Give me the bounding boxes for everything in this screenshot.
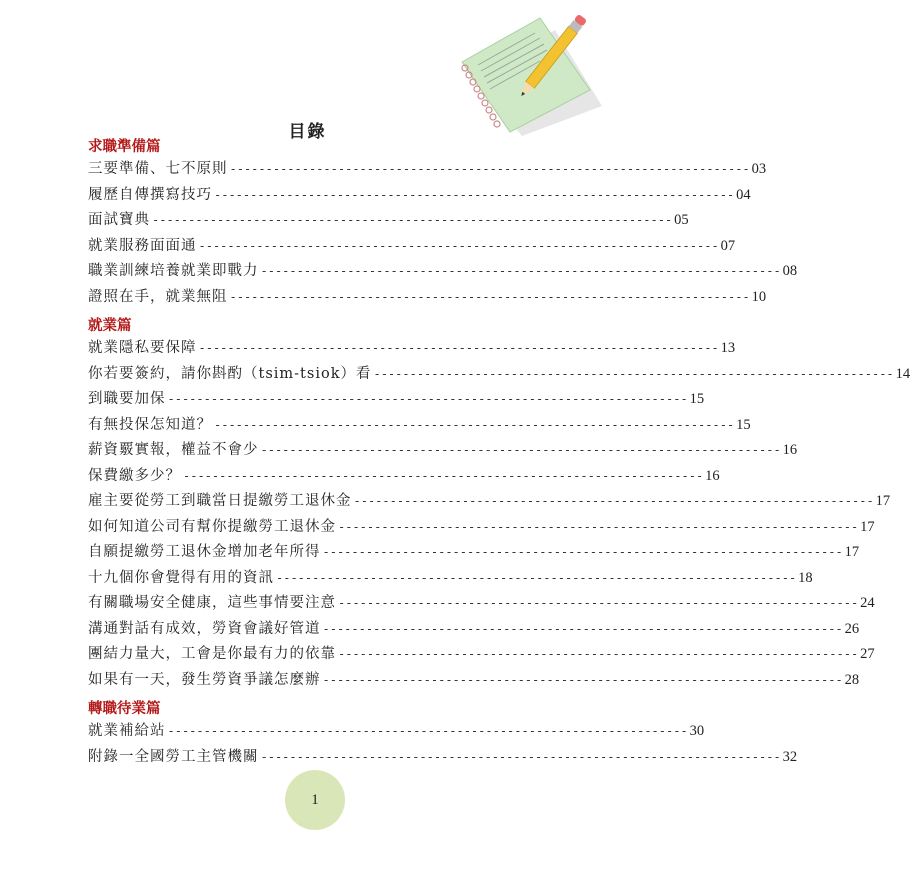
toc-entry-page: 05: [674, 212, 689, 228]
toc-leader: ------------------------------------------------------------------------: [183, 468, 704, 483]
toc-entry[interactable]: [88, 515, 875, 541]
toc-entry-page: 07: [720, 237, 736, 254]
toc-leader: ------------------------------------------------------------------------: [260, 264, 781, 278]
section-heading: 轉職待業篇: [88, 700, 161, 717]
toc-entry-label: 到職要加保: [88, 391, 166, 407]
toc-entry-label: 薪資覈實報，權益不會少: [88, 442, 259, 458]
toc-entry[interactable]: [88, 336, 736, 362]
toc-leader: ------------------------------------------------------------------------: [214, 187, 735, 202]
toc-entry[interactable]: [88, 566, 813, 592]
toc-entry[interactable]: [88, 157, 767, 183]
toc-entry[interactable]: [88, 413, 751, 439]
toc-leader: ------------------------------------------------------------------------: [260, 443, 781, 457]
toc-entry-page: 10: [751, 288, 767, 305]
toc-entry-label: 保費繳多少？: [88, 467, 181, 484]
toc-entry[interactable]: [88, 745, 798, 771]
toc-entry-page: 16: [782, 442, 798, 458]
toc-entry-label: 三要準備、七不原則: [88, 161, 228, 177]
toc-entry-label: 面試寶典: [88, 212, 150, 228]
toc-entry[interactable]: [88, 617, 860, 643]
toc-leader: ------------------------------------------------------------------------: [214, 417, 735, 432]
page-number: [285, 770, 345, 830]
toc-leader: ------------------------------------------------------------------------: [322, 672, 843, 687]
toc-leader: ------------------------------------------------------------------------: [322, 621, 843, 636]
toc-leader: ------------------------------------------------------------------------: [229, 289, 750, 304]
toc-entry[interactable]: [88, 464, 720, 490]
toc-entry-label: 你若要簽約，請你斟酌（tsim-tsiok）看: [88, 365, 372, 382]
toc-entry-label: 如何知道公司有幫你提繳勞工退休金: [88, 518, 336, 535]
toc-leader: ------------------------------------------------------------------------: [167, 724, 688, 738]
toc-entry[interactable]: [88, 540, 860, 566]
toc-entry-label: 就業隱私要保障: [88, 340, 197, 356]
toc-entry-page: 17: [860, 518, 875, 535]
toc-entry[interactable]: [88, 642, 875, 668]
toc-entry[interactable]: [88, 362, 910, 388]
toc-entry[interactable]: [88, 208, 689, 234]
toc-entry-page: 03: [751, 161, 767, 177]
toc-leader: ------------------------------------------------------------------------: [198, 238, 719, 253]
toc-entry[interactable]: [88, 719, 705, 745]
toc-entry-label: 有無投保怎知道？: [88, 416, 212, 433]
toc-entry[interactable]: [88, 489, 891, 515]
page-number-text: 1: [311, 791, 319, 808]
toc-entry-label: 就業補給站: [88, 723, 166, 739]
toc-entry[interactable]: [88, 285, 767, 311]
toc-entry-label: 雇主要從勞工到職當日提繳勞工退休金: [88, 493, 352, 509]
section-heading: 就業篇: [88, 317, 132, 334]
toc-entry-label: 有關職場安全健康，這些事情要注意: [88, 595, 336, 611]
toc-leader: ------------------------------------------------------------------------: [152, 213, 673, 227]
toc-entry-label: 就業服務面面通: [88, 237, 197, 254]
toc-leader: ------------------------------------------------------------------------: [167, 392, 688, 406]
toc-entry-page: 08: [782, 263, 798, 279]
toc-entry-label: 十九個你會覺得有用的資訊: [88, 569, 274, 586]
toc-entry-page: 15: [689, 391, 705, 407]
toc-entry-page: 26: [844, 620, 860, 637]
toc-entry-page: 32: [782, 748, 798, 765]
page-title: 目錄: [288, 122, 327, 142]
toc-entry-page: 18: [798, 569, 813, 586]
table-of-contents: [88, 137, 910, 770]
toc-entry-label: 證照在手，就業無阻: [88, 288, 228, 305]
toc-entry-label: 自願提繳勞工退休金增加老年所得: [88, 544, 321, 560]
toc-entry-page: 17: [844, 544, 860, 560]
toc-leader: ------------------------------------------------------------------------: [373, 366, 894, 381]
toc-entry-label: 團結力量大，工會是你最有力的依靠: [88, 646, 336, 662]
toc-entry[interactable]: [88, 668, 860, 694]
toc-leader: ------------------------------------------------------------------------: [338, 596, 859, 610]
toc-entry-page: 17: [875, 493, 891, 509]
toc-entry-label: 附錄一全國勞工主管機關: [88, 748, 259, 765]
toc-entry-page: 14: [895, 365, 910, 382]
toc-leader: ------------------------------------------------------------------------: [322, 545, 843, 559]
toc-entry[interactable]: [88, 259, 798, 285]
toc-entry-page: 24: [860, 595, 875, 611]
toc-entry-page: 13: [720, 340, 736, 356]
toc-leader: ------------------------------------------------------------------------: [260, 749, 781, 764]
toc-leader: ------------------------------------------------------------------------: [338, 519, 859, 534]
toc-entry-label: 如果有一天，發生勞資爭議怎麼辦: [88, 671, 321, 688]
toc-entry[interactable]: [88, 183, 751, 209]
toc-leader: ------------------------------------------------------------------------: [276, 570, 797, 585]
toc-entry-page: 15: [736, 416, 751, 433]
toc-leader: ------------------------------------------------------------------------: [198, 341, 719, 355]
toc-leader: ------------------------------------------------------------------------: [353, 494, 874, 508]
toc-entry-page: 30: [689, 723, 705, 739]
toc-entry-page: 16: [705, 467, 720, 484]
toc-entry[interactable]: [88, 387, 705, 413]
toc-entry[interactable]: [88, 438, 798, 464]
toc-leader: ------------------------------------------------------------------------: [338, 647, 859, 661]
toc-entry-page: 28: [844, 671, 860, 688]
toc-entry-page: 04: [736, 186, 751, 203]
toc-entry-label: 履歷自傳撰寫技巧: [88, 186, 212, 203]
toc-entry[interactable]: [88, 234, 736, 260]
toc-entry-label: 職業訓練培養就業即戰力: [88, 263, 259, 279]
toc-entry[interactable]: [88, 591, 875, 617]
toc-entry-page: 27: [860, 646, 875, 662]
section-heading: 求職準備篇: [88, 138, 161, 155]
toc-leader: ------------------------------------------------------------------------: [229, 162, 750, 176]
toc-entry-label: 溝通對話有成效，勞資會議好管道: [88, 620, 321, 637]
